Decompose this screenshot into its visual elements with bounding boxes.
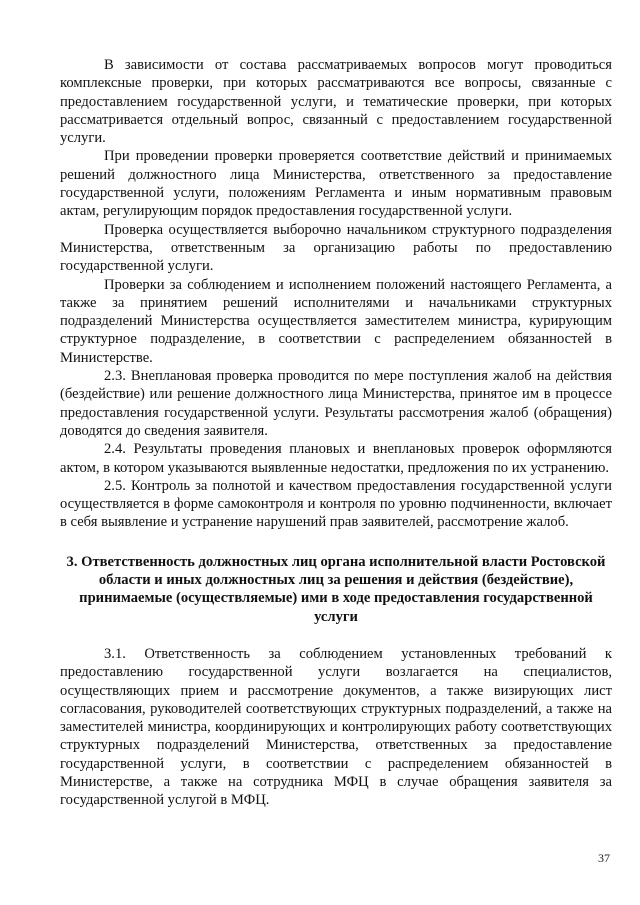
paragraph-check-scope: При проведении проверки проверяется соответствие действий и принимаемых решений должностного лица Министерства, ответственного за предоставление государственной услуги, положениям Регламента и иным нормативным правовым актам, регулирующим порядок предоставления государственной услуги. <box>60 148 612 220</box>
paragraph-selective-check: Проверка осуществляется выборочно начальником структурного подразделения Министерства, ответственным за организацию работы по предоставлению государственной услуги. <box>60 221 612 275</box>
page-number: 37 <box>598 851 610 865</box>
paragraph-3-1-responsibility: 3.1. Ответственность за соблюдением установленных требований к предоставлению государственной услуги возлагается на специалистов, осуществляющих прием и рассмотрение документов, а также визирующих лист согласования, руководителей соответствующих структурных подразделений, а также на заместителей министра, координирующих и контролирующих работу соответствующих структурных подразделений Министерства, ответственных за предоставление государственной услуги, в соответствии с распределением обязанностей в Министерстве, а также на сотрудника МФЦ в случае обращения заявителя за государственной услугой в МФЦ. <box>60 645 612 809</box>
paragraph-2-3-unscheduled-check: 2.3. Внеплановая проверка проводится по мере поступления жалоб на действия (бездействие) или решение должностного лица Министерства, принятое им в процессе предоставления государственной услуги. Результаты рассмотрения жалоб (обращения) доводятся до сведения заявителя. <box>60 368 612 439</box>
paragraph-deputy-minister-checks: Проверки за соблюдением и исполнением положений настоящего Регламента, а также за принятием решений исполнителями и начальниками структурных подразделений Министерства осуществляется заместителем министра, курирующим структурное подразделение, в соответствии с распределением обязанностей в Министерстве. <box>60 276 612 366</box>
paragraph-2-5-quality-control: 2.5. Контроль за полнотой и качеством предоставления государственной услуги осуществляется в форме самоконтроля и контроля по уровню подчиненности, включает в себя выявление и устранение нарушений прав заявителей, рассмотрение жалоб. <box>60 477 612 531</box>
document-page <box>60 56 612 810</box>
paragraph-2-4-check-results: 2.4. Результаты проведения плановых и внеплановых проверок оформляются актом, в котором указываются выявленные недостатки, предложения по их устранению. <box>60 441 612 476</box>
section-heading-responsibility: 3. Ответственность должностных лиц органа исполнительной власти Ростовской области и иных должностных лиц за решения и действия (бездействие), принимаемые (осуществляемые) ими в ходе предоставления государственной услуги <box>66 553 606 625</box>
paragraph-comprehensive-checks: В зависимости от состава рассматриваемых вопросов могут проводиться комплексные проверки, при которых рассматриваются все вопросы, связанные с предоставлением государственной услуги, и тематические проверки, при которых рассматривается отдельный вопрос, связанный с предоставлением государственной услуги. <box>60 57 612 147</box>
